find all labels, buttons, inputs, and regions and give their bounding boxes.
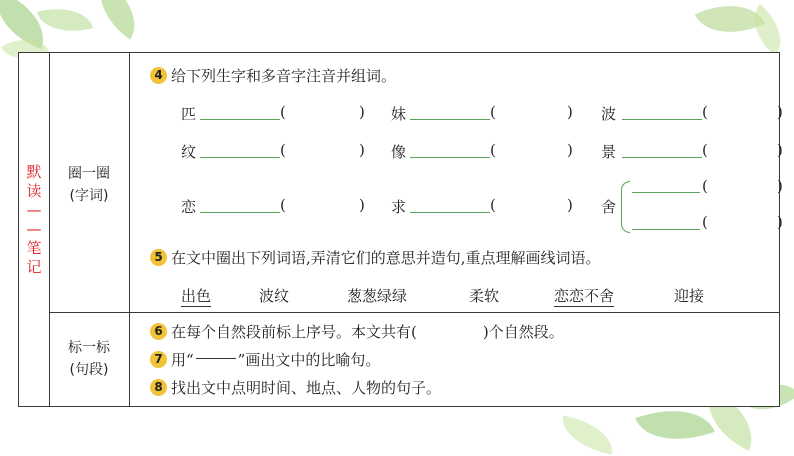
char: 舍 bbox=[601, 198, 617, 216]
side-char: 笔 bbox=[26, 239, 42, 257]
section-content bbox=[129, 312, 779, 406]
section-label-line: 圈一圈 bbox=[68, 166, 110, 182]
answer-blank[interactable] bbox=[410, 157, 490, 158]
answer-blank[interactable] bbox=[200, 119, 280, 120]
question-number: 4 bbox=[150, 67, 167, 84]
paren-open: ( bbox=[280, 196, 286, 214]
paren-close: ) bbox=[777, 141, 783, 159]
char: 求 bbox=[391, 198, 407, 216]
question-text bbox=[171, 349, 380, 370]
paren-close: ) bbox=[777, 103, 783, 121]
word: 迎接 bbox=[674, 287, 705, 305]
paren-open: ( bbox=[490, 196, 496, 214]
side-column bbox=[19, 53, 50, 406]
paren-close: ) bbox=[359, 141, 365, 159]
side-char: — bbox=[26, 220, 42, 238]
paren-open: ( bbox=[490, 141, 496, 159]
word-underlined: 出色 bbox=[181, 287, 212, 305]
question-number: 5 bbox=[150, 249, 167, 266]
word: 波纹 bbox=[259, 287, 290, 305]
question-text-part: 用“ bbox=[171, 351, 194, 369]
paren-close: ) bbox=[777, 213, 783, 231]
side-label bbox=[19, 163, 49, 277]
paren-close: ) bbox=[567, 196, 573, 214]
question-number: 8 bbox=[150, 379, 167, 396]
section-label bbox=[49, 312, 130, 406]
section-label-line: (字词) bbox=[69, 188, 109, 204]
question-number: 6 bbox=[150, 323, 167, 340]
answer-blank[interactable] bbox=[200, 212, 280, 213]
char: 妹 bbox=[391, 105, 407, 123]
side-char: — bbox=[26, 201, 42, 219]
paren-open: ( bbox=[702, 103, 708, 121]
char: 纹 bbox=[181, 143, 197, 161]
question-text-part: 在每个自然段前标上序号。本文共有( bbox=[171, 323, 417, 341]
answer-blank[interactable] bbox=[632, 229, 700, 230]
paren-open: ( bbox=[490, 103, 496, 121]
question-text: 找出文中点明时间、地点、人物的句子。 bbox=[171, 379, 442, 397]
question-text-part: ”画出文中的比喻句。 bbox=[237, 351, 381, 369]
side-char: 读 bbox=[26, 182, 42, 200]
word: 葱葱绿绿 bbox=[347, 287, 408, 305]
answer-blank[interactable] bbox=[632, 192, 700, 193]
paren-open: ( bbox=[702, 213, 708, 231]
answer-blank[interactable] bbox=[200, 157, 280, 158]
char: 波 bbox=[601, 105, 617, 123]
question-text bbox=[171, 321, 564, 342]
paren-close: ) bbox=[359, 196, 365, 214]
answer-blank[interactable] bbox=[622, 119, 702, 120]
char: 景 bbox=[601, 143, 617, 161]
paren-open: ( bbox=[280, 103, 286, 121]
brace-icon bbox=[621, 181, 630, 233]
char: 像 bbox=[391, 143, 407, 161]
paren-close: ) bbox=[777, 177, 783, 195]
section-label-line: (句段) bbox=[69, 362, 109, 378]
section-mark-sentences bbox=[49, 312, 779, 406]
worksheet-table bbox=[18, 52, 783, 407]
answer-blank[interactable] bbox=[410, 119, 490, 120]
question-text: 给下列生字和多音字注音并组词。 bbox=[171, 67, 397, 85]
section-label-line: 标一标 bbox=[68, 340, 110, 356]
word-underlined: 恋恋不舍 bbox=[554, 287, 615, 305]
question-text: 在文中圈出下列词语,弄清它们的意思并造句,重点理解画线词语。 bbox=[171, 249, 601, 267]
answer-blank[interactable] bbox=[622, 157, 702, 158]
paren-open: ( bbox=[702, 141, 708, 159]
question-number: 7 bbox=[150, 351, 167, 368]
section-content bbox=[129, 53, 783, 312]
word: 柔软 bbox=[469, 287, 500, 305]
side-char: 记 bbox=[26, 258, 42, 276]
paren-close: ) bbox=[567, 141, 573, 159]
char: 匹 bbox=[181, 105, 197, 123]
char: 恋 bbox=[181, 198, 197, 216]
side-char: 默 bbox=[26, 163, 42, 181]
paren-open: ( bbox=[280, 141, 286, 159]
paren-open: ( bbox=[702, 177, 708, 195]
paren-close: ) bbox=[567, 103, 573, 121]
section-circle-words bbox=[49, 53, 783, 313]
answer-blank[interactable] bbox=[410, 212, 490, 213]
section-label bbox=[49, 53, 130, 312]
question-text-part: )个自然段。 bbox=[482, 323, 564, 341]
underline-sample bbox=[196, 358, 236, 359]
paren-close: ) bbox=[359, 103, 365, 121]
